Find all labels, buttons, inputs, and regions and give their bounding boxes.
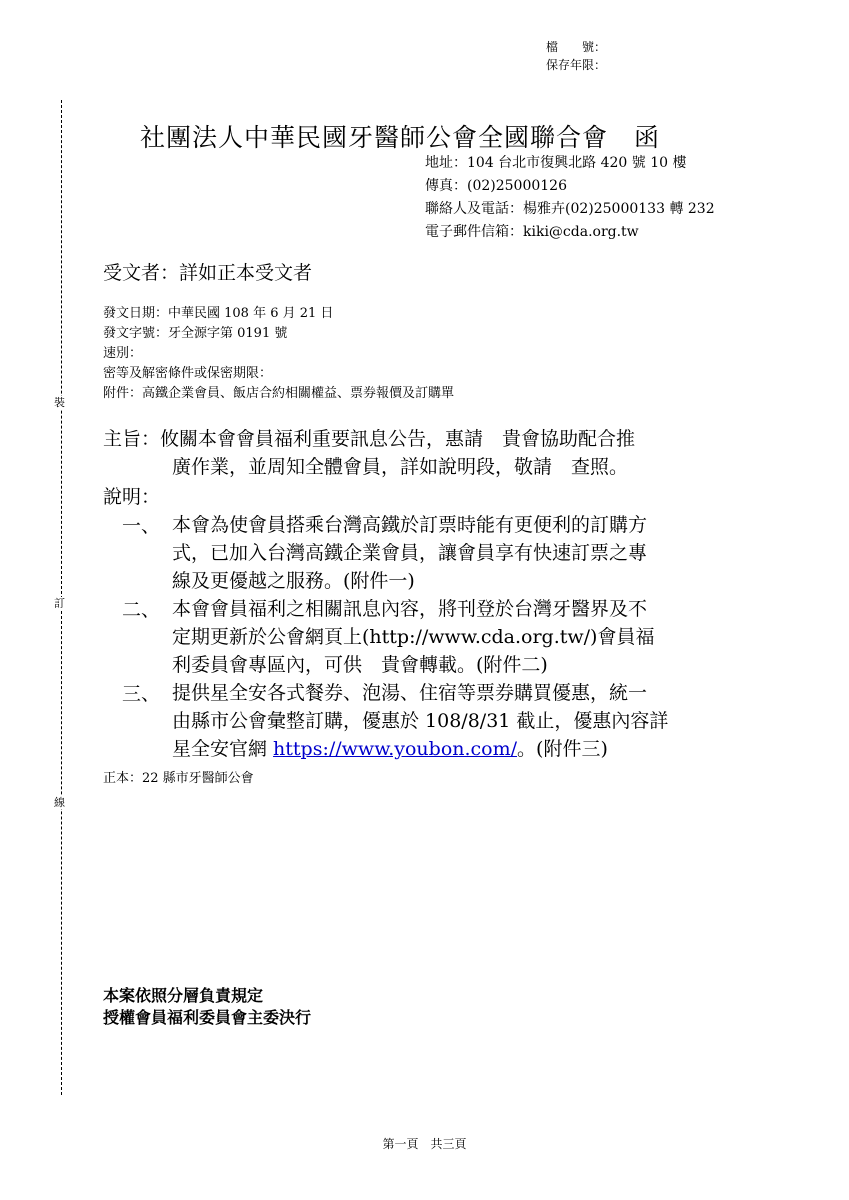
address: 地址：104 台北市復興北路 420 號 10 樓 [425, 155, 687, 171]
item-1-line-1: 本會為使會員搭乘台灣高鐵於訂票時能有更便利的訂購方 [172, 514, 648, 536]
recipient: 受文者：詳如正本受文者 [103, 262, 313, 284]
delegation-note-1: 本案依照分層負責規定 [103, 986, 264, 1005]
issue-date: 發文日期：中華民國 108 年 6 月 21 日 [103, 306, 334, 321]
file-number-label: 檔 號： [546, 40, 607, 54]
item-3-line-3-prefix: 星全安官網 [172, 738, 274, 760]
binding-mark-1: 裝 [54, 396, 65, 409]
contact-person: 聯絡人及電話：楊雅卉(02)25000133 轉 232 [425, 201, 715, 217]
email: 電子郵件信箱：kiki@cda.org.tw [425, 224, 639, 240]
youbon-link[interactable]: https://www.youbon.com/ [273, 738, 518, 760]
fax: 傳真：(02)25000126 [425, 178, 567, 194]
document-title: 社團法人中華民國牙醫師公會全國聯合會 函 [140, 123, 661, 152]
document-number: 發文字號：牙全源字第 0191 號 [103, 326, 288, 341]
subject-line-2: 廣作業，並周知全體會員，詳如說明段，敬請 查照。 [172, 456, 629, 478]
page-number: 第一頁 共三頁 [382, 1137, 467, 1151]
item-3-line-2: 由縣市公會彙整訂購，優惠於 108/8/31 截止，優惠內容詳 [172, 710, 669, 732]
item-1-line-2: 式，已加入台灣高鐵企業會員，讓會員享有快速訂票之專 [172, 542, 648, 564]
item-3-line-3-suffix: 。(附件三) [517, 738, 608, 760]
binding-mark-3: 線 [54, 796, 65, 809]
copies-to: 正本：22 縣市牙醫師公會 [103, 771, 254, 786]
item-number: 一、 [122, 515, 161, 537]
attachments: 附件：高鐵企業會員、飯店合約相關權益、票券報價及訂購單 [103, 386, 455, 401]
item-3-line-3 [172, 735, 608, 763]
item-2-line-2: 定期更新於公會網頁上(http://www.cda.org.tw/)會員福 [172, 626, 655, 648]
retention-period-label: 保存年限： [546, 58, 607, 72]
item-2-line-1: 本會會員福利之相關訊息內容，將刊登於台灣牙醫界及不 [172, 598, 648, 620]
item-number: 三、 [122, 683, 161, 705]
explanation-label: 說明： [103, 486, 161, 508]
subject-line-1: 主旨：攸關本會會員福利重要訊息公告，惠請 貴會協助配合推 [103, 428, 636, 450]
item-3-line-1: 提供星全安各式餐券、泡湯、住宿等票券購買優惠，統一 [172, 682, 648, 704]
item-2-line-3: 利委員會專區內，可供 貴會轉載。(附件二) [172, 654, 548, 676]
item-number: 二、 [122, 599, 161, 621]
security-level: 密等及解密條件或保密期限： [103, 366, 273, 381]
delegation-note-2: 授權會員福利委員會主委決行 [103, 1008, 312, 1027]
binding-mark-2: 訂 [54, 597, 65, 610]
speed-category: 速別： [103, 346, 143, 361]
item-1-line-3: 線及更優越之服務。(附件一) [172, 570, 415, 592]
